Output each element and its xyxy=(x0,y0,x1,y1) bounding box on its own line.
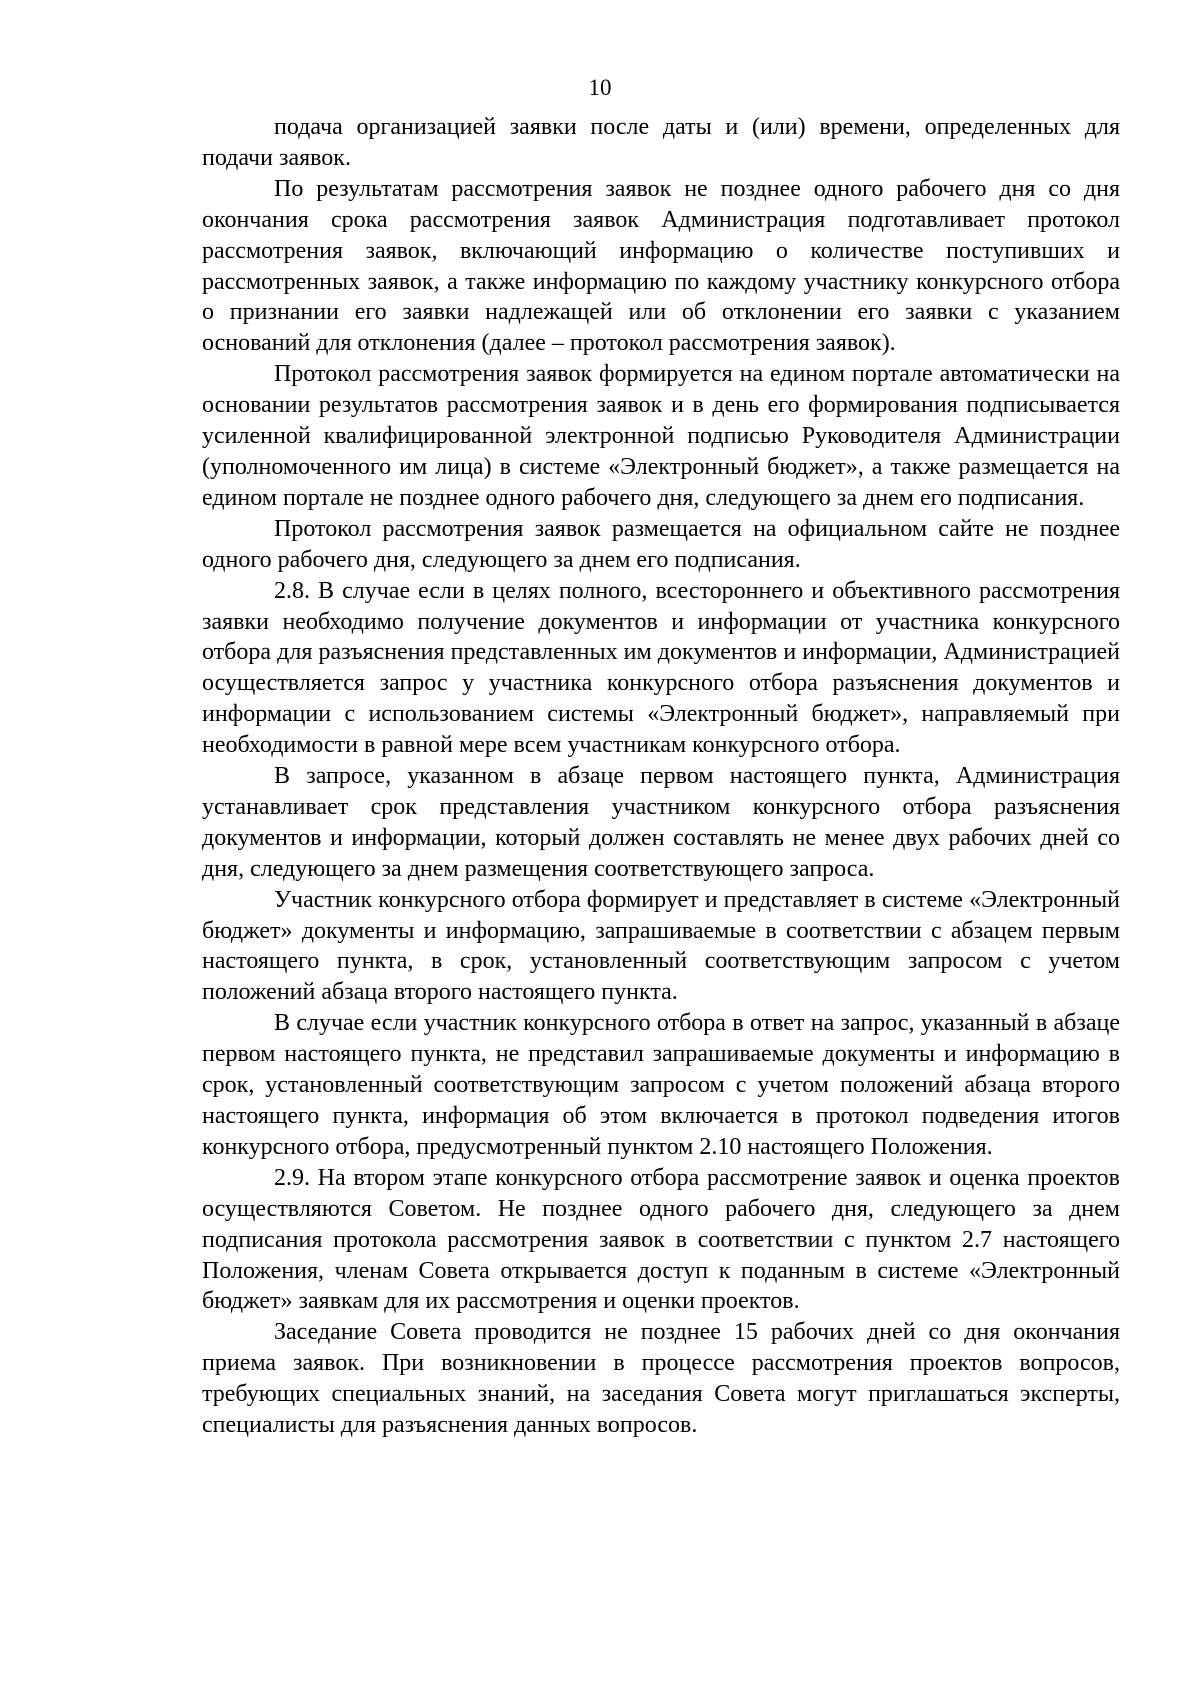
paragraph: Протокол рассмотрения заявок размещается на официальном сайте не позднее одного рабочего дня, следующего за днем его подписания. xyxy=(202,515,1120,573)
paragraph: Протокол рассмотрения заявок формируется на едином портале автоматически на основании результатов рассмотрения заявок и в день его формирования подписывается усиленной квалифицированной электронной подписью Руководителя Администрации (уполномоченного им лица) в системе «Электронный бюджет», а также размещается на едином портале не позднее одного рабочего дня, следующего за днем его подписания. xyxy=(202,361,1120,511)
page-number: 10 xyxy=(588,75,612,100)
document-body xyxy=(202,112,1120,1441)
paragraph: Участник конкурсного отбора формирует и представляет в системе «Электронный бюджет» документы и информацию, запрашиваемые в соответствии с абзацем первым настоящего пункта, в срок, установленный соответствующим запросом с учетом положений абзаца второго настоящего пункта. xyxy=(202,886,1120,1006)
paragraph-section-2-8: 2.8. В случае если в целях полного, всестороннего и объективного рассмотрения заявки необходимо получение документов и информации от участника конкурсного отбора для разъяснения представленных им документов и информации, Администрацией осуществляется запрос у участника конкурсного отбора разъяснения документов и информации с использованием системы «Электронный бюджет», направляемый при необходимости в равной мере всем участникам конкурсного отбора. xyxy=(202,577,1120,759)
paragraph: Заседание Совета проводится не позднее 15 рабочих дней со дня окончания приема заявок. При возникновении в процессе рассмотрения проектов вопросов, требующих специальных знаний, на заседания Совета могут приглашаться эксперты, специалисты для разъяснения данных вопросов. xyxy=(202,1319,1120,1439)
paragraph: В запросе, указанном в абзаце первом настоящего пункта, Администрация устанавливает срок представления участником конкурсного отбора разъяснения документов и информации, который должен составлять не менее двух рабочих дней со дня, следующего за днем размещения соответствующего запроса. xyxy=(202,763,1120,882)
paragraph: В случае если участник конкурсного отбора в ответ на запрос, указанный в абзаце первом настоящего пункта, не представил запрашиваемые документы и информацию в срок, установленный соответствующим запросом с учетом положений абзаца второго настоящего пункта, информация об этом включается в протокол подведения итогов конкурсного отбора, предусмотренный пунктом 2.10 настоящего Положения. xyxy=(202,1010,1120,1160)
paragraph: подача организацией заявки после даты и (или) времени, определенных для подачи заявок. xyxy=(202,114,1120,171)
paragraph-section-2-9: 2.9. На втором этапе конкурсного отбора рассмотрение заявок и оценка проектов осуществляются Советом. Не позднее одного рабочего дня, следующего за днем подписания протокола рассмотрения заявок в соответствии с пунктом 2.7 настоящего Положения, членам Совета открывается доступ к поданным в системе «Электронный бюджет» заявкам для их рассмотрения и оценки проектов. xyxy=(202,1164,1120,1315)
paragraph: По результатам рассмотрения заявок не позднее одного рабочего дня со дня окончания срока рассмотрения заявок Администрация подготавливает протокол рассмотрения заявок, включающий информацию о количестве поступивших и рассмотренных заявок, а также информацию по каждому участнику конкурсного отбора о признании его заявки надлежащей или об отклонении его заявки с указанием оснований для отклонения (далее – протокол рассмотрения заявок). xyxy=(202,175,1120,357)
